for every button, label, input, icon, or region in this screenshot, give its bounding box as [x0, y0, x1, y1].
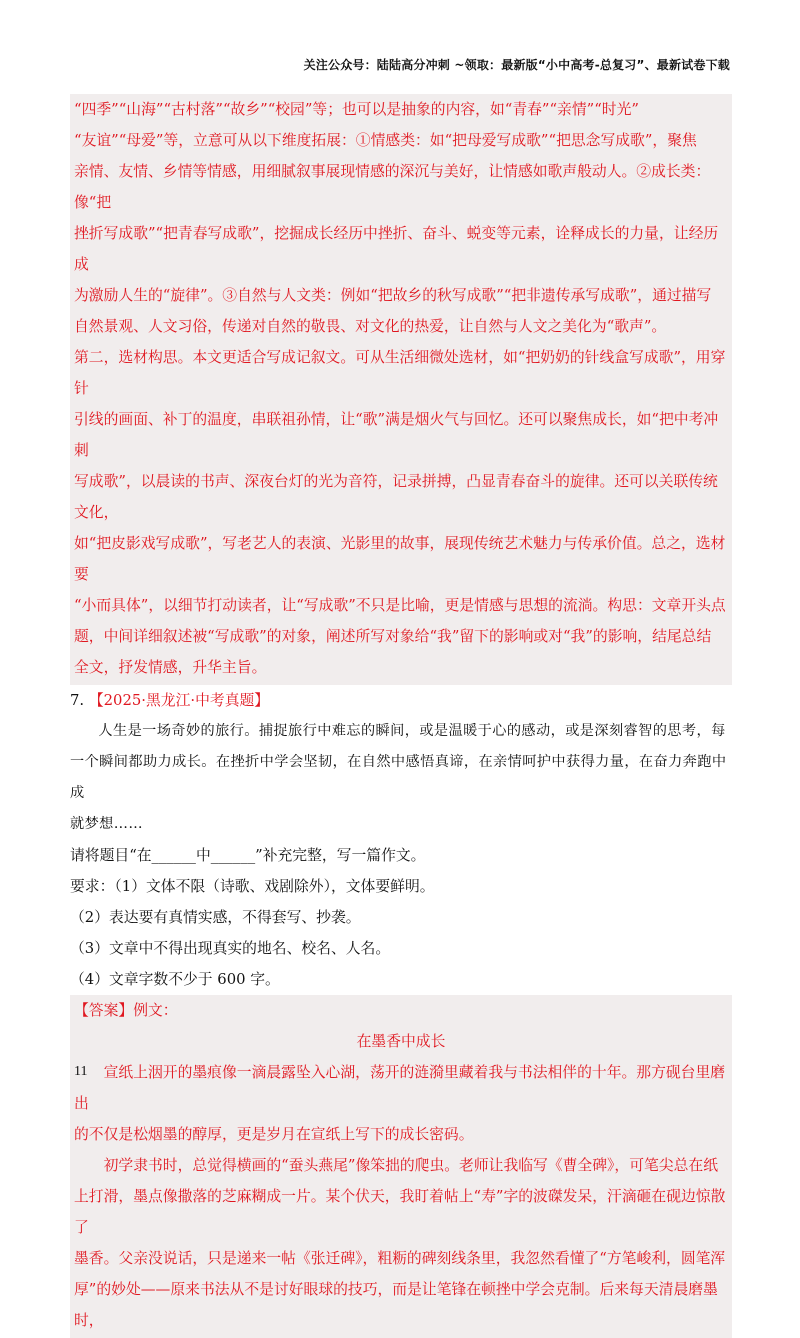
requirement: 要求：（1）文体不限（诗歌、戏剧除外），文体要鲜明。 — [70, 878, 435, 895]
instruction: 请将题目“在______中______”补充完整，写一篇作文。 — [70, 847, 426, 864]
answer-block — [70, 995, 732, 1338]
question-title — [70, 685, 732, 716]
text-line: 挫折写成歌”“把青春写成歌”，挖掘成长经历中挫折、奋斗、蜕变等元素，诠释成长的力量，让经历成 — [74, 225, 719, 273]
page-header: 关注公众号：陆陆高分冲刺 ~领取：最新版“小中高考-总复习”、最新试卷下载 — [303, 58, 730, 72]
page-content — [70, 94, 732, 1338]
question-number: 7. — [70, 692, 85, 709]
text-line: 如“把皮影戏写成歌”，写老艺人的表演、光影里的故事，展现传统艺术魅力与传承价值。总之，选材要 — [74, 535, 726, 583]
text-line: 亲情、友情、乡情等情感，用细腻叙事展现情感的深沉与美好，让情感如歌声般动人。②成长类：像“把 — [74, 163, 711, 211]
answer-label: 【答案】 — [74, 1002, 134, 1019]
essay-line: 厚”的妙处——原来书法从不是讨好眼球的技巧，而是让笔锋在顿挫中学会克制。后来每天清晨磨墨时， — [74, 1281, 718, 1329]
essay-line: 宣纸上洇开的墨痕像一滴晨露坠入心湖，荡开的涟漪里藏着我与书法相伴的十年。那方砚台里磨出 — [74, 1064, 726, 1112]
page-number: 11 — [74, 1064, 88, 1079]
text-line: “小而具体”，以细节打动读者，让“写成歌”不只是比喻，更是情感与思想的流淌。构思：文章开头点 — [74, 597, 726, 614]
requirement: （3）文章中不得出现真实的地名、校名、人名。 — [70, 940, 391, 957]
essay-line: 墨香。父亲没说话，只是递来一帖《张迁碑》，粗粝的碑刻线条里，我忽然看懂了“方笔峻利，圆笔浑 — [74, 1250, 726, 1267]
question-block — [70, 685, 732, 995]
text-line: 写成歌”，以晨读的书声、深夜台灯的光为音符，记录拼搏，凸显青春奋斗的旋律。还可以关联传统文化， — [74, 473, 718, 521]
text-line: 引线的画面、补丁的温度，串联祖孙情，让“歌”满是烟火气与回忆。还可以聚焦成长，如“把中考冲刺 — [74, 411, 719, 459]
essay-title: 在墨香中成长 — [356, 1033, 446, 1050]
question-tag: 【2025·黑龙江·中考真题】 — [88, 692, 270, 709]
prompt-line: 就梦想…… — [70, 816, 143, 832]
essay-line: 的不仅是松烟墨的醇厚，更是岁月在宣纸上写下的成长密码。 — [74, 1126, 474, 1143]
essay-line: 上打滑，墨点像撒落的芝麻糊成一片。某个伏天，我盯着帖上“寿”字的波磔发呆，汗滴砸在砚边惊散了 — [74, 1188, 726, 1236]
requirement: （2）表达要有真情实感，不得套写、抄袭。 — [70, 909, 361, 926]
text-line: 为激励人生的“旋律”。③自然与人文类：例如“把故乡的秋写成歌”“把非遗传承写成歌”，通过描写 — [74, 287, 712, 304]
analysis-block — [70, 94, 732, 685]
essay-line: 初学隶书时，总觉得横画的“蚕头燕尾”像笨拙的爬虫。老师让我临写《曹全碑》，可笔尖总在纸 — [103, 1157, 718, 1174]
answer-intro: 例文： — [133, 1002, 178, 1019]
prompt-line: 一个瞬间都助力成长。在挫折中学会坚韧，在自然中感悟真谛，在亲情呵护中获得力量，在奋力奔跑中成 — [70, 754, 727, 801]
text-line: 题，中间详细叙述被“写成歌”的对象，阐述所写对象给“我”留下的影响或对“我”的影响，结尾总结 — [74, 628, 712, 645]
text-line: “四季”“山海”“古村落”“故乡”“校园”等；也可以是抽象的内容，如“青春”“亲情”“时光” — [74, 101, 639, 118]
requirement: （4）文章字数不少于 600 字。 — [70, 971, 280, 988]
prompt-line: 人生是一场奇妙的旅行。捕捉旅行中难忘的瞬间，或是温暖于心的感动，或是深刻睿智的思考，每 — [98, 723, 726, 739]
text-line: 自然景观、人文习俗，传递对自然的敬畏、对文化的热爱，让自然与人文之美化为“歌声”。 — [74, 318, 667, 335]
text-line: 第二，选材构思。本文更适合写成记叙文。可从生活细微处选材，如“把奶奶的针线盒写成歌”，用穿针 — [74, 349, 726, 397]
text-line: 全文，抒发情感，升华主旨。 — [74, 659, 267, 676]
answer-header — [74, 995, 728, 1026]
text-line: “友谊”“母爱”等，立意可从以下维度拓展：①情感类：如“把母爱写成歌”“把思念写成歌”，聚焦 — [74, 132, 697, 149]
